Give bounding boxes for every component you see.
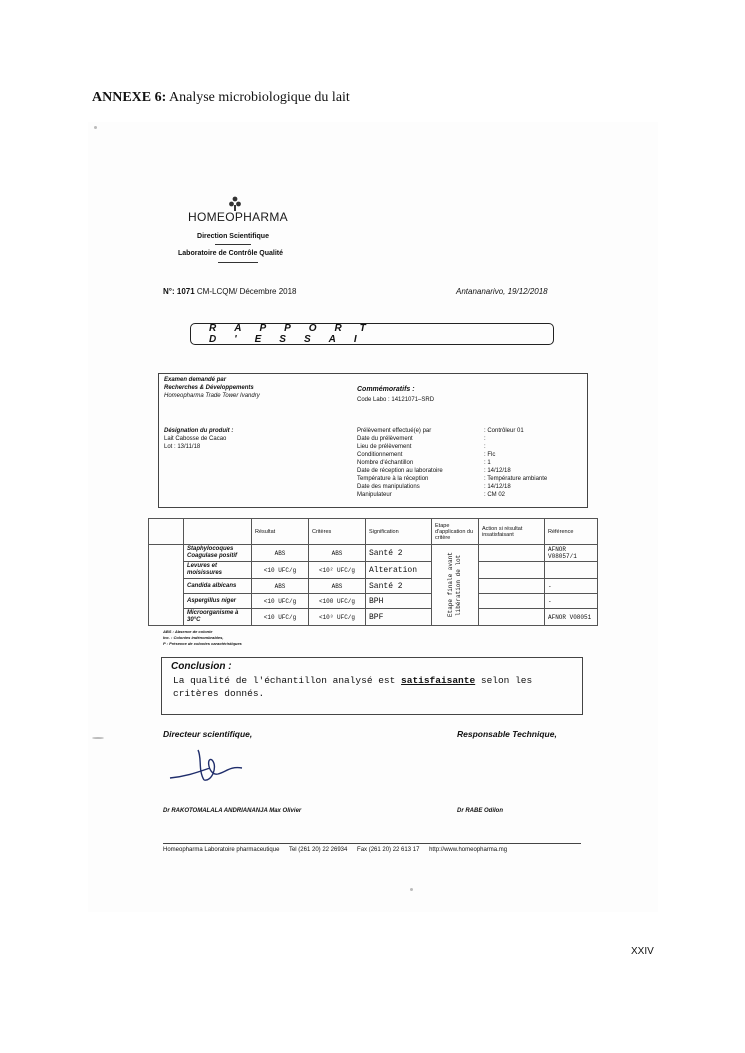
table-legend <box>163 629 242 647</box>
table-row <box>149 594 598 609</box>
reference-cell: AFNOR V08057/1 <box>545 545 598 562</box>
legend-item: ABS : Absence de colonie <box>163 629 213 634</box>
signification-cell: Alteration <box>366 562 432 579</box>
direction-scientifique: Direction Scientifique <box>197 233 269 240</box>
signification-cell: BPH <box>366 594 432 609</box>
field-key: Nombre d'échantillon <box>357 460 414 466</box>
reference-number <box>163 287 297 296</box>
field-key: Prélèvement effectué(e) par <box>357 428 432 434</box>
signification-cell: Santé 2 <box>366 545 432 562</box>
field-value: : 1 <box>484 460 491 466</box>
sample-info-box <box>158 373 588 508</box>
legend-item: P : Présence de colonies caractéristiques <box>163 641 242 646</box>
scanned-document <box>88 122 658 912</box>
signification-cell: Santé 2 <box>366 579 432 594</box>
critere-cell: ABS <box>309 579 366 594</box>
director-name: Dr RAKOTOMALALA ANDRIANANJA Max Olivier <box>163 808 302 814</box>
sample-fields-values <box>484 427 584 499</box>
brand-name: HOMEOPHARMA <box>188 210 288 224</box>
conclusion-title: Conclusion : <box>171 661 232 672</box>
row-group-cell <box>149 545 184 626</box>
header-signification: Signification <box>366 519 432 545</box>
page-number: XXIV <box>631 946 654 957</box>
germ-cell: Microorganisme à 30°C <box>184 609 252 626</box>
technical-manager-name: Dr RABE Odilon <box>457 808 503 814</box>
reference-cell: AFNOR V08051 <box>545 609 598 626</box>
result-cell: <10 UFC/g <box>252 594 309 609</box>
action-cell <box>479 579 545 594</box>
designation-label: Désignation du produit : <box>164 428 234 434</box>
divider <box>215 244 251 245</box>
action-cell <box>479 545 545 562</box>
etape-text: Etape finale avant libération de lot <box>447 552 462 618</box>
code-labo: Code Labo : 14121071–SRD <box>357 397 435 403</box>
conclusion-after: selon les critères donnés. <box>173 675 533 699</box>
technical-manager-title: Responsable Technique, <box>457 729 557 739</box>
field-key: Date de réception au laboratoire <box>357 468 443 474</box>
scan-speck <box>92 737 104 739</box>
signification-cell: BPF <box>366 609 432 626</box>
legend-item: Inc. : Colonies indénombrables, <box>163 635 224 640</box>
field-value: : Flc <box>484 452 496 458</box>
exam-requester: Recherches & Développements <box>164 385 254 391</box>
footer-company: Homeopharma Laboratoire pharmaceutique <box>163 847 280 853</box>
report-title-banner <box>190 323 554 345</box>
document-footer <box>163 847 581 853</box>
header-cell-empty <box>149 519 184 545</box>
scan-speck <box>410 888 413 891</box>
divider <box>218 262 258 263</box>
reference-cell <box>545 562 598 579</box>
lot-number: Lot : 13/11/18 <box>164 444 201 450</box>
critere-cell: <100 UFC/g <box>309 594 366 609</box>
laboratoire-name: Laboratoire de Contrôle Qualité <box>178 250 284 257</box>
field-value: : Contrôleur 01 <box>484 428 524 434</box>
critere-cell: ABS <box>309 545 366 562</box>
field-key: Date du prélèvement <box>357 436 413 442</box>
table-row <box>149 579 598 594</box>
header-reference: Référence <box>545 519 598 545</box>
field-value: : <box>484 436 486 442</box>
etape-cell <box>432 545 479 626</box>
report-title: RAPPORT D'ESSAI <box>209 323 384 345</box>
footer-divider <box>163 843 581 844</box>
field-value: : CM 02 <box>484 492 506 498</box>
exam-label: Examen demandé par <box>164 377 227 383</box>
header-criteres: Critères <box>309 519 366 545</box>
exam-address: Homeopharma Trade Tower Ivandry <box>164 393 260 399</box>
germ-cell: Levures et moisissures <box>184 562 252 579</box>
table-row <box>149 545 598 562</box>
critere-cell: <10³ UFC/g <box>309 609 366 626</box>
microbiology-results-table <box>148 518 598 626</box>
footer-fax: Fax (261 20) 22 613 17 <box>357 847 420 853</box>
field-value: : <box>484 444 486 450</box>
field-value: : 14/12/18 <box>484 484 511 490</box>
result-cell: <10 UFC/g <box>252 609 309 626</box>
header-action: Action si résultat insatisfaisant <box>479 519 545 545</box>
field-key: Conditionnement <box>357 452 403 458</box>
product-name: Lait Cabosse de Cacao <box>164 436 227 442</box>
header-etape: Etape d'application du critère <box>432 519 479 545</box>
place-date: Antananarivo, 19/12/2018 <box>456 287 548 296</box>
result-cell: ABS <box>252 579 309 594</box>
director-title: Directeur scientifique, <box>163 729 253 739</box>
footer-telephone: Tel (261 20) 22 26934 <box>288 847 348 853</box>
field-key: Lieu de prélèvement <box>357 444 412 450</box>
germ-cell: Staphylocoques Coagulase positif <box>184 545 252 562</box>
action-cell <box>479 609 545 626</box>
conclusion-highlight: satisfaisante <box>401 675 476 686</box>
annex-label: ANNEXE 6: <box>92 90 167 105</box>
reference-label: N°: 1071 <box>163 287 195 296</box>
conclusion-before: La qualité de l'échantillon analysé est <box>173 675 396 686</box>
field-key: Manipulateur <box>357 492 392 498</box>
reference-cell: - <box>545 594 598 609</box>
critere-cell: <10² UFC/g <box>309 562 366 579</box>
commemoratifs-label: Commémoratifs : <box>357 386 415 393</box>
annex-heading <box>92 90 350 106</box>
header-resultat: Résultat <box>252 519 309 545</box>
table-row <box>149 609 598 626</box>
footer-website: http://www.homeopharma.mg <box>429 847 508 853</box>
header-cell-empty <box>184 519 252 545</box>
table-row <box>149 562 598 579</box>
result-cell: <10 UFC/g <box>252 562 309 579</box>
reference-cell: - <box>545 579 598 594</box>
action-cell <box>479 594 545 609</box>
handwritten-signature <box>168 742 248 787</box>
scan-speck <box>94 126 97 129</box>
field-value: : Température ambiante <box>484 476 548 482</box>
conclusion-text <box>173 674 573 700</box>
field-key: Température à la réception <box>357 476 429 482</box>
annex-title: Analyse microbiologique du lait <box>169 90 350 105</box>
action-cell <box>479 562 545 579</box>
field-value: : 14/12/18 <box>484 468 511 474</box>
germ-cell: Candida albicans <box>184 579 252 594</box>
reference-rest: CM-LCQM/ Décembre 2018 <box>196 287 297 296</box>
germ-cell: Aspergillus niger <box>184 594 252 609</box>
table-header-row <box>149 519 598 545</box>
field-key: Date des manipulations <box>357 484 420 490</box>
result-cell: ABS <box>252 545 309 562</box>
